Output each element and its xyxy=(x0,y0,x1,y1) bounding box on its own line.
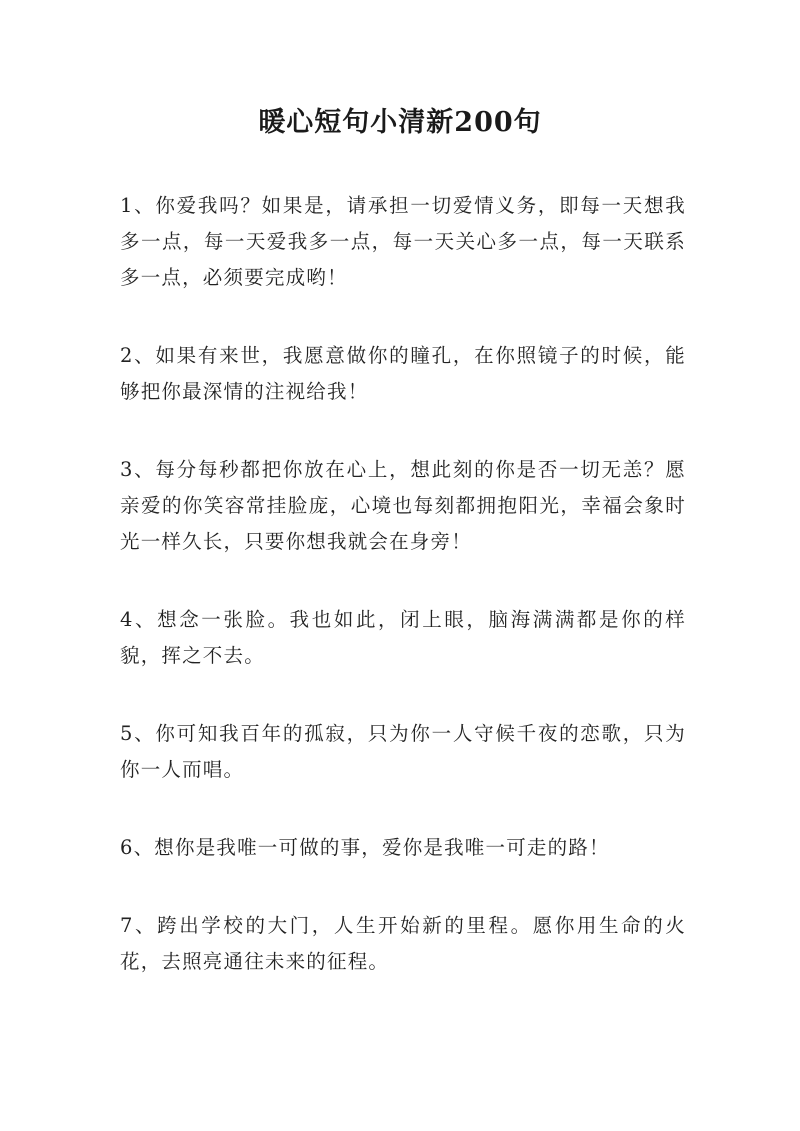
document-body xyxy=(120,188,686,1022)
paragraph-6: 6、想你是我唯一可做的事，爱你是我唯一可走的路！ xyxy=(120,836,610,859)
paragraph-7: 7、跨出学校的大门，人生开始新的里程。愿你用生命的火花，去照亮通往未来的征程。 xyxy=(120,914,686,973)
paragraph-5: 5、你可知我百年的孤寂，只为你一人守候千夜的恋歌，只为你一人而唱。 xyxy=(120,722,686,781)
document-title: 暖心短句小清新200句 xyxy=(258,107,542,138)
paragraph-1: 1、你爱我吗？如果是，请承担一切爱情义务，即每一天想我多一点，每一天爱我多一点，每一天关心多一点，每一天联系多一点，必须要完成哟！ xyxy=(120,194,686,289)
paragraph-3: 3、每分每秒都把你放在心上，想此刻的你是否一切无恙？愿亲爱的你笑容常挂脸庞，心境也每刻都拥抱阳光，幸福会象时光一样久长，只要你想我就会在身旁！ xyxy=(120,458,686,553)
paragraph-2: 2、如果有来世，我愿意做你的瞳孔，在你照镜子的时候，能够把你最深情的注视给我！ xyxy=(120,344,686,403)
paragraph-4: 4、想念一张脸。我也如此，闭上眼，脑海满满都是你的样貌，挥之不去。 xyxy=(120,608,686,667)
